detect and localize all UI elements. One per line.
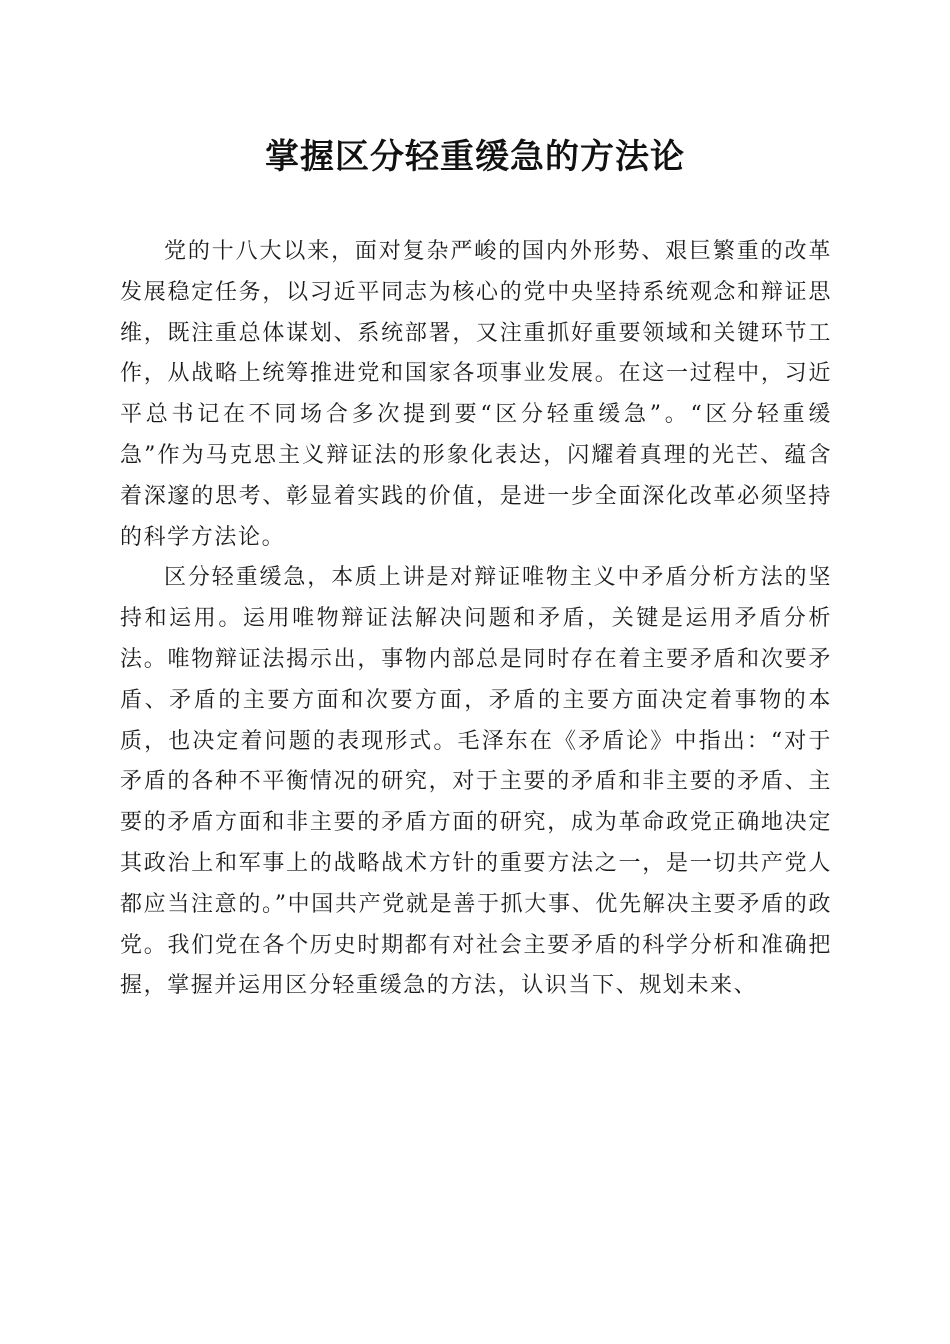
paragraph-1: 党的十八大以来，面对复杂严峻的国内外形势、艰巨繁重的改革发展稳定任务，以习近平同志为核心的党中央坚持系统观念和辩证思维，既注重总体谋划、系统部署，又注重抓好重要领域和关键环节工作，从战略上统筹推进党和国家各项事业发展。在这一过程中，习近平总书记在不同场合多次提到要“区分轻重缓急”。“区分轻重缓急”作为马克思主义辩证法的形象化表达，闪耀着真理的光芒、蕴含着深邃的思考、彰显着实践的价值，是进一步全面深化改革必须坚持的科学方法论。 [120, 239, 832, 550]
document-title: 掌握区分轻重缓急的方法论 [265, 137, 685, 177]
document-body [120, 232, 832, 1007]
paragraph-2: 区分轻重缓急，本质上讲是对辩证唯物主义中矛盾分析方法的坚持和运用。运用唯物辩证法解决问题和矛盾，关键是运用矛盾分析法。唯物辩证法揭示出，事物内部总是同时存在着主要矛盾和次要矛盾、矛盾的主要方面和次要方面，矛盾的主要方面决定着事物的本质，也决定着问题的表现形式。毛泽东在《矛盾论》中指出：“对于矛盾的各种不平衡情况的研究，对于主要的矛盾和非主要的矛盾、主要的矛盾方面和非主要的矛盾方面的研究，成为革命政党正确地决定其政治上和军事上的战略战术方针的重要方法之一，是一切共产党人都应当注意的。”中国共产党就是善于抓大事、优先解决主要矛盾的政党。我们党在各个历史时期都有对社会主要矛盾的科学分析和准确把握，掌握并运用区分轻重缓急的方法，认识当下、规划未来、 [120, 565, 832, 999]
